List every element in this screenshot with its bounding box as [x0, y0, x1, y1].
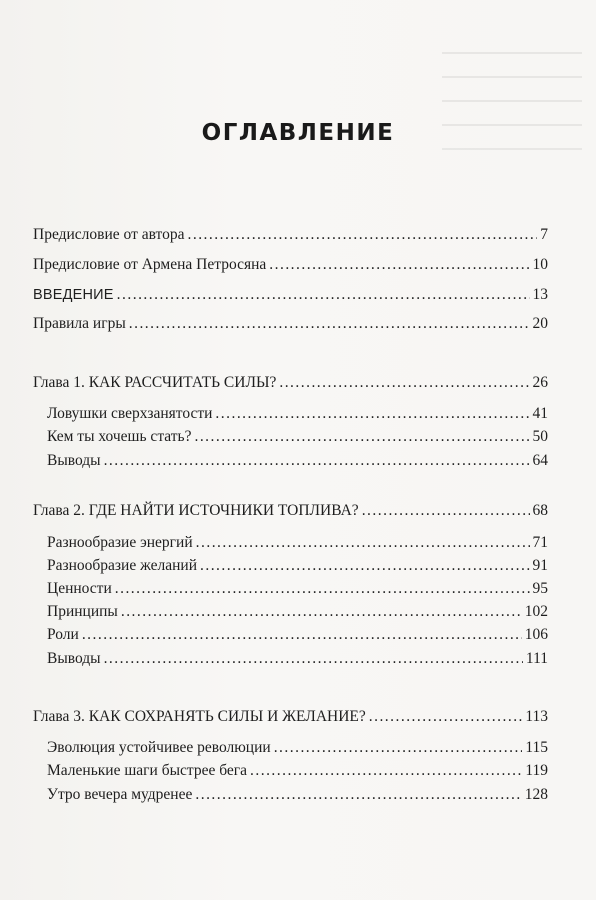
toc-entry-label: Глава 2. ГДЕ НАЙТИ ИСТОЧНИКИ ТОПЛИВА? — [33, 502, 359, 519]
toc-entry-page: 7 — [540, 226, 548, 243]
toc-entry — [47, 626, 548, 644]
toc-entry — [47, 405, 548, 423]
dot-leader — [188, 226, 538, 244]
dot-leader — [279, 374, 529, 392]
toc-entry-page: 102 — [524, 603, 548, 620]
toc-entry — [47, 650, 548, 668]
toc-entry-page: 68 — [532, 502, 548, 519]
toc-entry — [47, 557, 548, 575]
dot-leader — [121, 603, 522, 621]
toc-entry-page: 119 — [525, 762, 548, 779]
toc-entry — [33, 315, 548, 333]
toc-entry-page: 26 — [532, 374, 548, 391]
toc-entry-label: Глава 1. КАК РАССЧИТАТЬ СИЛЫ? — [33, 374, 277, 391]
toc-entry-page: 115 — [525, 739, 548, 756]
toc-entry-label: Правила игры — [33, 315, 126, 332]
toc-entry-label: Глава 3. КАК СОХРАНЯТЬ СИЛЫ И ЖЕЛАНИЕ? — [33, 708, 366, 725]
toc-entry — [33, 256, 548, 274]
toc-entry-label: Ловушки сверхзанятости — [47, 405, 213, 422]
dot-leader — [104, 452, 530, 470]
toc-entry — [47, 739, 548, 757]
toc-chapter-entry — [33, 374, 548, 392]
toc-entry — [47, 428, 548, 446]
toc-entry-label: Маленькие шаги быстрее бега — [47, 762, 248, 779]
toc-entry — [33, 286, 548, 304]
toc-title: ОГЛАВЛЕНИЕ — [201, 120, 395, 146]
dot-leader — [129, 315, 530, 333]
toc-entry — [47, 534, 548, 552]
dot-leader — [274, 739, 523, 757]
toc-entry-page: 106 — [524, 626, 548, 643]
toc-entry — [33, 226, 548, 244]
dot-leader — [194, 428, 529, 446]
dot-leader — [104, 650, 523, 668]
dot-leader — [250, 762, 522, 780]
toc-entry — [47, 452, 548, 470]
toc-entry-page: 20 — [532, 315, 548, 332]
toc-entry-label: Утро вечера мудренее — [47, 786, 193, 803]
toc-entry-label: Предисловие от Армена Петросяна — [33, 256, 267, 273]
toc-entry-page: 113 — [525, 708, 548, 725]
toc-entry-label: Кем ты хочешь стать? — [47, 428, 192, 445]
dot-leader — [215, 405, 529, 423]
toc-entry-label: Выводы — [47, 650, 101, 667]
dot-leader — [269, 256, 529, 274]
toc-entry — [47, 580, 548, 598]
toc-entry-label: Эволюция устойчивее революции — [47, 739, 271, 756]
toc-chapter-entry — [33, 502, 548, 520]
dot-leader — [195, 786, 521, 804]
dot-leader — [369, 708, 523, 726]
dot-leader — [196, 534, 530, 552]
toc-entry-page: 10 — [532, 256, 548, 273]
toc-entry — [47, 603, 548, 621]
toc-entry — [47, 762, 548, 780]
toc-entry-page: 50 — [532, 428, 548, 445]
toc-entry-label: Предисловие от автора — [33, 226, 185, 243]
toc-entry — [47, 786, 548, 804]
toc-entry-label: ВВЕДЕНИЕ — [33, 287, 114, 303]
toc-entry-page: 41 — [532, 405, 548, 422]
dot-leader — [117, 286, 530, 304]
dot-leader — [200, 557, 530, 575]
toc-entry-label: Роли — [47, 626, 79, 643]
dot-leader — [82, 626, 522, 644]
toc-entry-label: Выводы — [47, 452, 101, 469]
toc-entry-page: 64 — [532, 452, 548, 469]
toc-entry-page: 13 — [532, 286, 548, 303]
toc-chapter-entry — [33, 708, 548, 726]
toc-entry-page: 95 — [532, 580, 548, 597]
toc-entry-label: Разнообразие энергий — [47, 534, 193, 551]
toc-entry-page: 91 — [532, 557, 548, 574]
toc-entry-label: Разнообразие желаний — [47, 557, 197, 574]
dot-leader — [362, 502, 530, 520]
toc-entry-page: 128 — [524, 786, 548, 803]
toc-entry-label: Ценности — [47, 580, 112, 597]
toc-entry-page: 71 — [532, 534, 548, 551]
toc-entry-page: 111 — [525, 650, 548, 667]
toc-entry-label: Принципы — [47, 603, 118, 620]
dot-leader — [115, 580, 530, 598]
